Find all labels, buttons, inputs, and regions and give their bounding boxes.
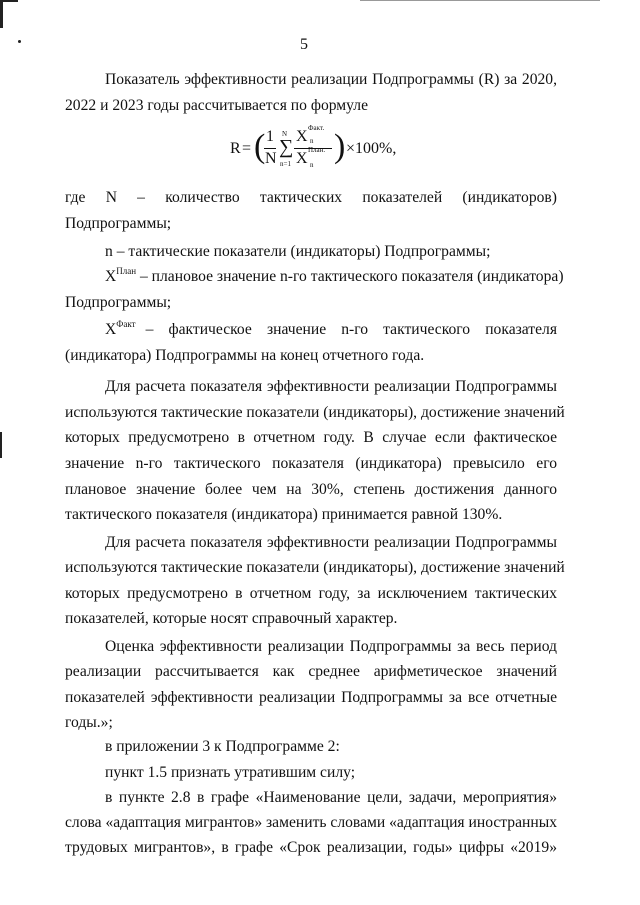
- text-line: 2022 и 2023 годы рассчитывается по формуле: [65, 97, 368, 114]
- text-line: годы.»;: [65, 714, 113, 731]
- left-paren: (: [254, 128, 266, 165]
- text-line: Для расчета показателя эффективности реализации Подпрограммы: [105, 534, 557, 551]
- x-plan-symbol: X: [105, 268, 117, 285]
- text-line: которых предусмотрено в отчетном году. В случае если фактическое: [65, 429, 557, 446]
- text-line: в пункте 2.8 в графе «Наименование цели, задачи, мероприятия»: [105, 789, 557, 806]
- scan-mark-top-left-h: [0, 0, 18, 2]
- text-line: пункт 1.5 признать утратившим силу;: [105, 764, 356, 781]
- scan-mark-top-left: [0, 0, 3, 28]
- efficiency-formula: [230, 124, 430, 174]
- n-subscript-top: n: [310, 137, 314, 145]
- text-line: реализации рассчитывается как среднее арифметическое значений: [65, 663, 557, 680]
- fraction-bar-1: [264, 148, 276, 149]
- text-line: Показатель эффективности реализации Подпрограммы (R) за 2020,: [105, 71, 557, 88]
- x-plan-text: – плановое значение n-го тактического показателя (индикатора): [139, 268, 564, 285]
- text-line: слова «адаптация мигрантов» заменить словами «адаптация иностранных: [65, 814, 557, 831]
- text-line: плановое значение более чем на 30%, степень достижения данного: [65, 481, 557, 498]
- x-fact-symbol-wrap: [105, 320, 136, 341]
- text-line: Для расчета показателя эффективности реализации Подпрограммы: [105, 378, 557, 395]
- formula-tail: ×100%,: [346, 140, 397, 157]
- x-fact-numerator: X: [296, 128, 308, 145]
- text-line: n – тактические показатели (индикаторы) Подпрограммы;: [105, 243, 491, 260]
- text-line: используются тактические показатели (индикаторы), достижение значений: [65, 559, 565, 576]
- right-paren: ): [334, 128, 346, 165]
- scan-mark-dot: [18, 40, 21, 43]
- text-line: Оценка эффективности реализации Подпрограммы за весь период: [105, 638, 557, 655]
- scan-mark-left: [0, 432, 2, 458]
- sum-lower-limit: n=1: [280, 160, 291, 168]
- x-fact-text: – фактическое значение n-го тактического показателя: [145, 321, 557, 338]
- text-line: значение n-го тактического показателя (индикатора) превысило его: [65, 455, 557, 472]
- scan-mark-top-line: [360, 0, 600, 1]
- x-plan-definition: [105, 266, 564, 288]
- text-line: (индикатора) Подпрограммы на конец отчетного года.: [65, 347, 425, 364]
- formula-equals: =: [242, 140, 252, 157]
- x-plan-denominator: X: [296, 150, 308, 167]
- text-line: которых предусмотрено в отчетном году, за исключением тактических: [65, 585, 557, 602]
- text-line: трудовых мигрантов», в графе «Срок реализации, годы» цифры «2019»: [65, 839, 557, 856]
- text-line: используются тактические показатели (индикаторы), достижение значений: [65, 404, 565, 421]
- fact-superscript: Факт.: [308, 124, 325, 132]
- text-line: показателей, которые носят справочный характер.: [65, 610, 398, 627]
- formula-n-denominator: N: [265, 150, 277, 167]
- formula-one: 1: [266, 128, 274, 145]
- text-line: показателей эффективности реализации Подпрограммы за все отчетные: [65, 689, 557, 706]
- x-plan-sup: План: [116, 266, 137, 276]
- x-fact-symbol: X: [105, 321, 117, 338]
- x-fact-definition: [105, 320, 557, 341]
- page-number: 5: [300, 36, 308, 53]
- text-line: в приложении 3 к Подпрограмме 2:: [105, 738, 340, 755]
- text-line: Подпрограммы;: [65, 215, 172, 232]
- text-line: тактического показателя (индикатора) принимается равной 130%.: [65, 506, 503, 523]
- x-fact-sup: Факт: [116, 319, 136, 329]
- n-subscript-bottom: n: [310, 161, 314, 169]
- text-line: Подпрограммы;: [65, 294, 172, 311]
- plan-superscript: План.: [308, 146, 326, 154]
- formula-lhs: R: [230, 140, 241, 157]
- text-line: где N – количество тактических показателей (индикаторов): [65, 189, 557, 206]
- sum-symbol: ∑: [279, 136, 294, 158]
- sum-upper-limit: N: [282, 130, 288, 138]
